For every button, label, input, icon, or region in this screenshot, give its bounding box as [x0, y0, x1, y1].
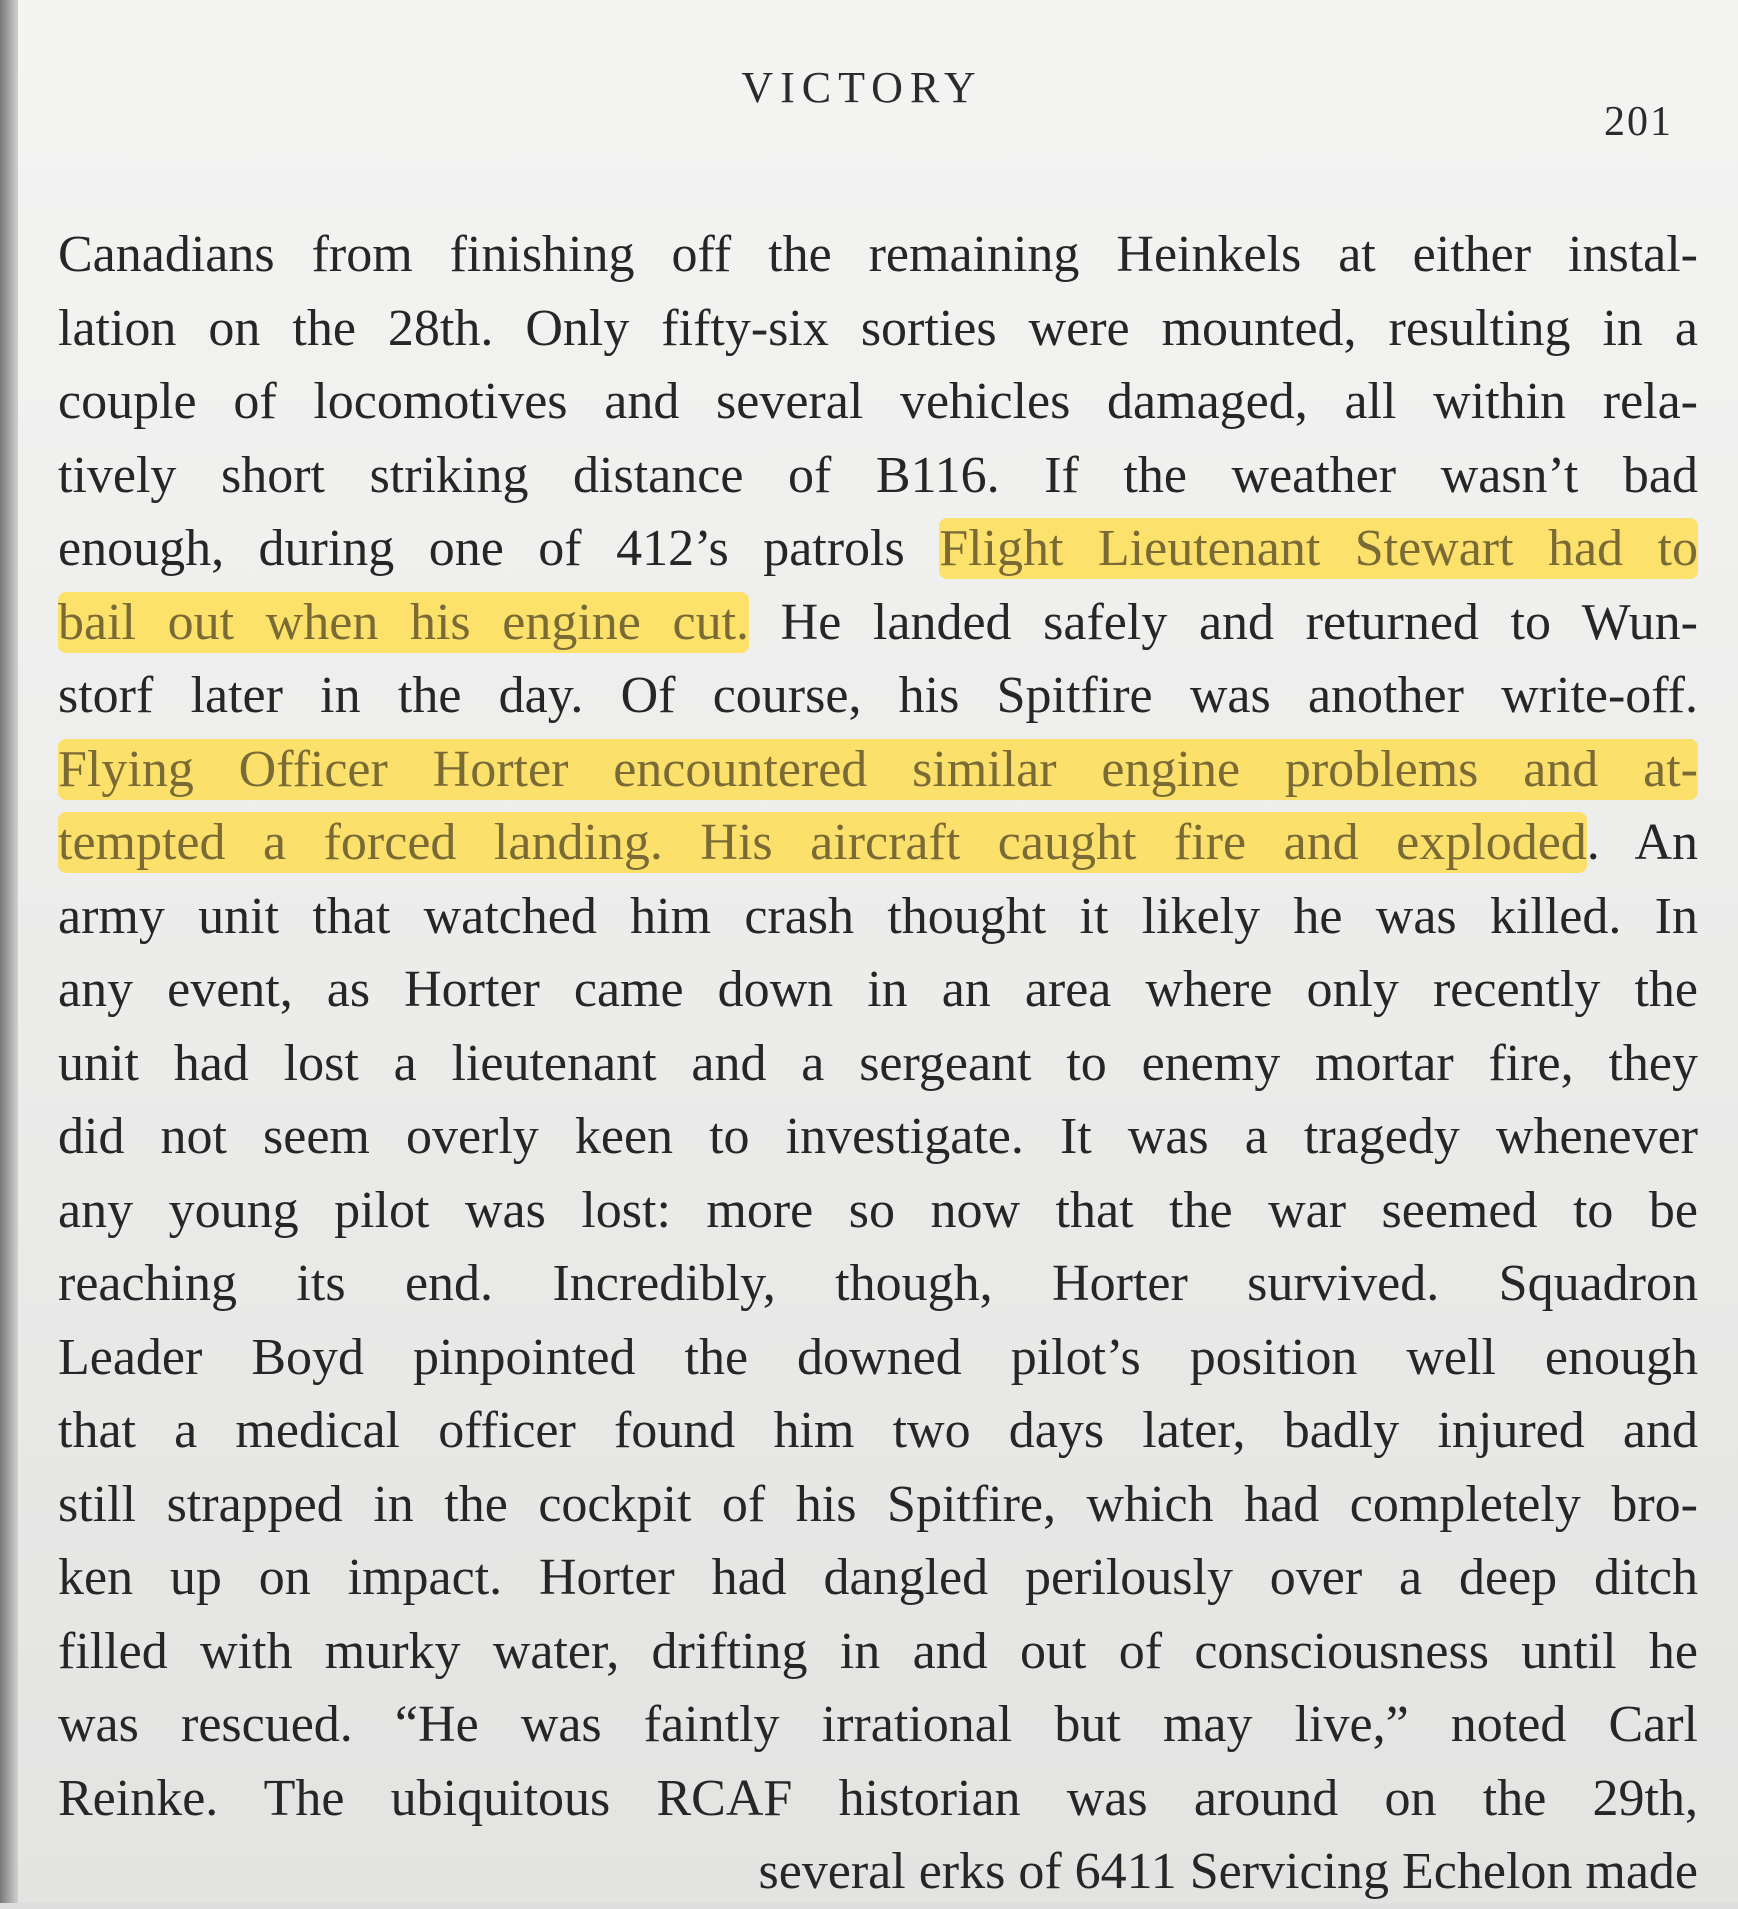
text-span: ken up on impact. Horter had dangled perilously over a deep ditch — [58, 1549, 1698, 1606]
text-span: unit had lost a lieutenant and a sergeant to enemy mortar fire, they — [58, 1034, 1698, 1092]
text-span: still strapped in the cockpit of his Spitfire, which had completely bro- — [58, 1475, 1698, 1533]
text-line — [58, 1541, 1698, 1615]
text-span: lation on the 28th. Only fifty-six sorties were mounted, resulting in a — [58, 299, 1698, 357]
text-line — [58, 1835, 1698, 1909]
text-span: tively short striking distance of B116. If the weather wasn’t bad — [58, 446, 1698, 504]
text-span: enough, during one of 412’s patrols — [58, 520, 940, 577]
text-span: any young pilot was lost: more so now that the war seemed to be — [58, 1181, 1698, 1239]
text-line — [58, 365, 1698, 439]
text-span: Reinke. The ubiquitous RCAF historian was around on the 29th, — [58, 1769, 1698, 1827]
book-page — [18, 0, 1738, 1903]
text-span: . An — [1586, 814, 1698, 871]
text-span: several erks of 6411 Servicing Echelon made — [758, 1843, 1698, 1900]
text-line — [58, 733, 1698, 807]
text-line — [58, 218, 1698, 292]
text-span: He landed safely and returned to Wun- — [749, 593, 1698, 651]
text-line — [58, 1468, 1698, 1542]
text-span: army unit that watched him crash thought it likely he was killed. In — [58, 887, 1698, 945]
text-line — [58, 292, 1698, 366]
text-line — [58, 1247, 1698, 1321]
text-line — [58, 953, 1698, 1027]
text-span: did not seem overly keen to investigate. It was a tragedy whenever — [58, 1108, 1698, 1165]
text-span: that a medical officer found him two days later, badly injured and — [58, 1402, 1698, 1459]
highlighted-text: Flight Lieutenant Stewart had to — [939, 520, 1699, 577]
running-head: VICTORY — [741, 63, 983, 112]
text-line — [58, 1100, 1698, 1174]
text-span: Canadians from finishing off the remaining Heinkels at either instal- — [58, 226, 1698, 283]
text-line — [58, 1394, 1698, 1468]
body-text — [58, 218, 1698, 1909]
text-span: any event, as Horter came down in an area where only recently the — [58, 961, 1698, 1018]
highlighted-text: Flying Officer Horter encountered similar engine problems and at- — [58, 740, 1698, 798]
text-line — [58, 880, 1698, 954]
text-line — [58, 1174, 1698, 1248]
text-line — [58, 1762, 1698, 1836]
text-span: Leader Boyd pinpointed the downed pilot’s position well enough — [58, 1328, 1698, 1386]
page-number: 201 — [1604, 99, 1673, 145]
text-line — [58, 806, 1698, 880]
text-line — [58, 586, 1698, 660]
text-line — [58, 439, 1698, 513]
text-line — [58, 512, 1698, 586]
highlighted-text: tempted a forced landing. His aircraft caught fire and exploded — [58, 814, 1587, 871]
text-line — [58, 659, 1698, 733]
text-span: storf later in the day. Of course, his Spitfire was another write-off. — [58, 667, 1698, 724]
text-span: couple of locomotives and several vehicles damaged, all within rela- — [58, 373, 1698, 430]
book-gutter-shadow — [0, 0, 18, 1903]
text-line — [58, 1615, 1698, 1689]
text-span: was rescued. “He was faintly irrational but may live,” noted Carl — [58, 1696, 1698, 1753]
text-span: reaching its end. Incredibly, though, Horter survived. Squadron — [58, 1255, 1698, 1312]
text-span: filled with murky water, drifting in and out of consciousness until he — [58, 1622, 1698, 1680]
text-line — [58, 1688, 1698, 1762]
text-line — [58, 1321, 1698, 1395]
highlighted-text: bail out when his engine cut. — [58, 593, 750, 651]
text-line — [58, 1027, 1698, 1101]
